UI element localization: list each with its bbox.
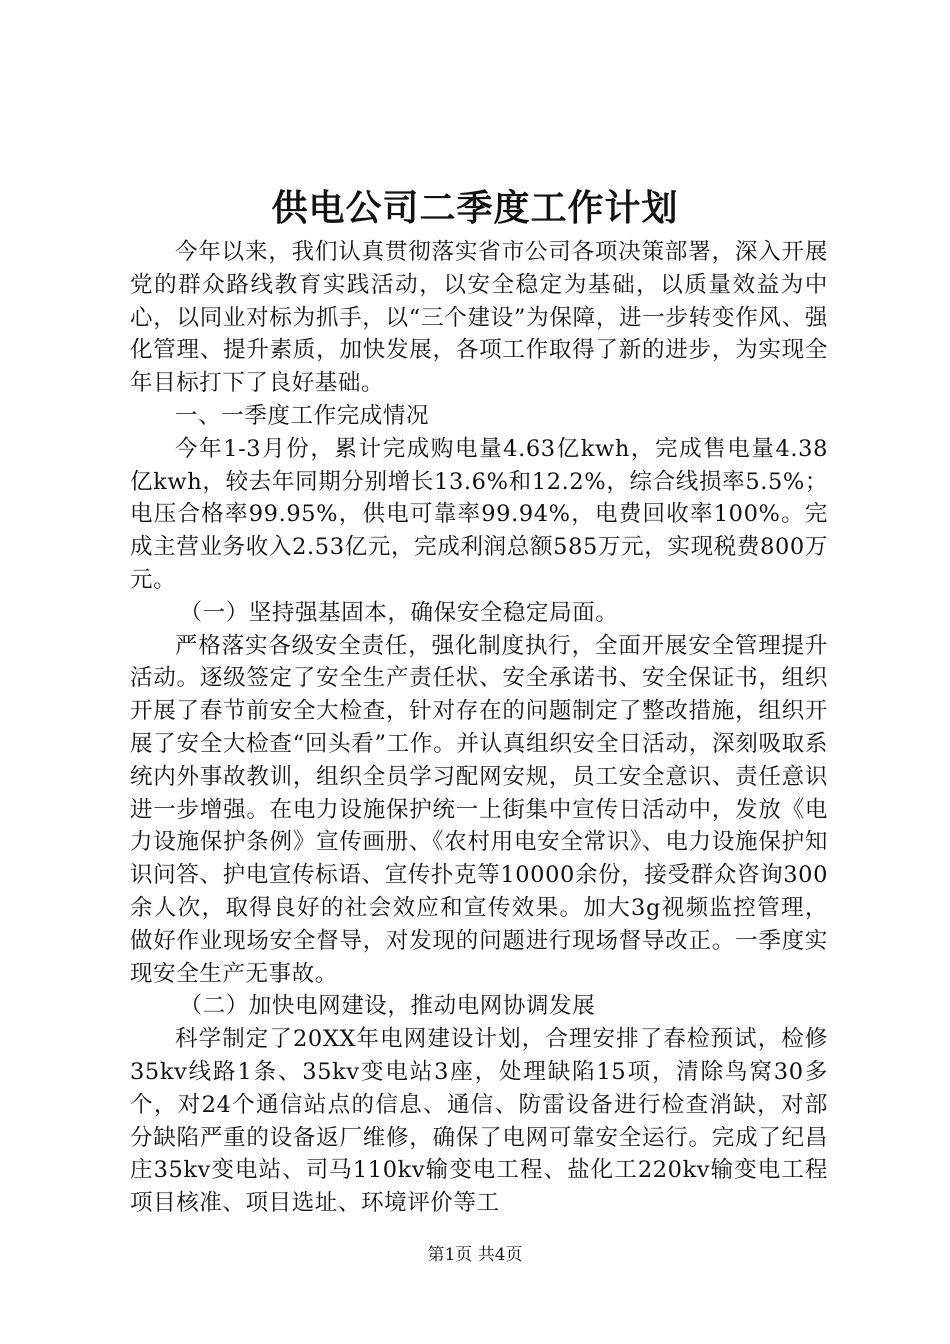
paragraph-statistics: 今年1-3月份，累计完成购电量4.63亿kwh，完成售电量4.38亿kwh，较去年同期分别增长13.6%和12.2%，综合线损率5.5%；电压合格率99.95%，供电可靠率99.94%，电费回收率100%。完成主营业务收入2.53亿元，完成利润总额585万元，实现税费800万元。	[130, 435, 828, 593]
document-body	[130, 236, 828, 1220]
document-title: 供电公司二季度工作计划	[271, 187, 679, 229]
paragraph-grid-construction: 科学制定了20XX年电网建设计划，合理安排了春检预试，检修35kv线路1条、35kv变电站3座，处理缺陷15项，清除鸟窝30多个，对24个通信站点的信息、通信、防雷设备进行检查消缺，对部分缺陷严重的设备返厂维修，确保了电网可靠安全运行。完成了纪昌庄35kv变电站、司马110kv输变电工程、盐化工220kv输变电工程项目核准、项目选址、环境评价等工	[130, 1026, 828, 1217]
page-footer: 第1页 共4页	[427, 1245, 523, 1265]
paragraph-intro: 今年以来，我们认真贯彻落实省市公司各项决策部署，深入开展党的群众路线教育实践活动，以安全稳定为基础，以质量效益为中心，以同业对标为抓手，以“三个建设”为保障，进一步转变作风、强化管理、提升素质，加快发展，各项工作取得了新的进步，为实现全年目标打下了良好基础。	[130, 239, 828, 397]
paragraph-safety: 严格落实各级安全责任，强化制度执行，全面开展安全管理提升活动。逐级签定了安全生产责任状、安全承诺书、安全保证书，组织开展了春节前安全大检查，针对存在的问题制定了整改措施，组织开展了安全大检查“回头看”工作。并认真组织安全日活动，深刻吸取系统内外事故教训，组织全员学习配网安规，员工安全意识、责任意识进一步增强。在电力设施保护统一上街集中宣传日活动中，发放《电力设施保护条例》宣传画册、《农村用电安全常识》、电力设施保护知识问答、护电宣传标语、宣传扑克等10000余份，接受群众咨询300余人次，取得良好的社会效应和宣传效果。加大3g视频监控管理，做好作业现场安全督导，对发现的问题进行现场督导改正。一季度实现安全生产无事故。	[130, 632, 828, 987]
section-heading-1: 一、一季度工作完成情况	[175, 402, 430, 429]
subsection-heading-2: （二）加快电网建设，推动电网协调发展	[179, 993, 596, 1020]
subsection-heading-1: （一）坚持强基固本，确保安全稳定局面。	[179, 599, 619, 626]
